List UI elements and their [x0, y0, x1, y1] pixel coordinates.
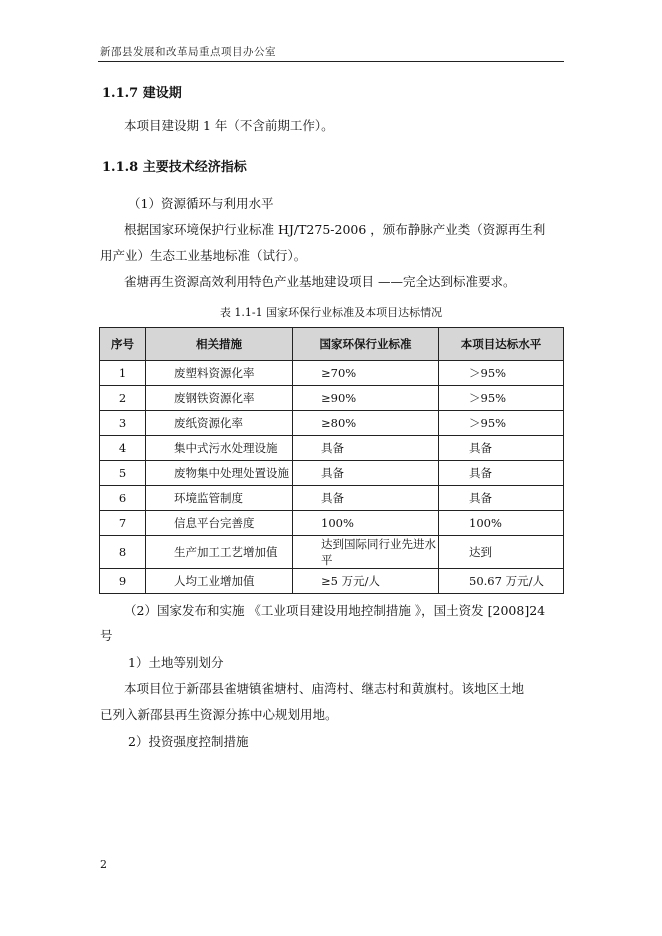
row-national-standard: 达到国际同行业先进水平 [293, 536, 439, 569]
item1-title: （1）资源循环与利用水平 [128, 196, 274, 211]
table-row [100, 569, 564, 594]
header-national-standard: 国家环保行业标准 [293, 328, 439, 361]
item2-line2: 号 [100, 628, 113, 643]
row-project-level: 100% [439, 511, 564, 536]
row-index: 4 [100, 436, 146, 461]
header-index: 序号 [100, 328, 146, 361]
sub1-line2: 已列入新邵县再生资源分拣中心规划用地。 [100, 707, 338, 722]
row-project-level: 50.67 万元/人 [439, 569, 564, 594]
row-national-standard: 具备 [293, 486, 439, 511]
row-project-level: ＞95% [439, 386, 564, 411]
row-index: 3 [100, 411, 146, 436]
sub1-title: 1）土地等别划分 [128, 655, 224, 670]
row-national-standard: ≥80% [293, 411, 439, 436]
header-measure: 相关措施 [146, 328, 293, 361]
row-national-standard: 100% [293, 511, 439, 536]
sub1-line1: 本项目位于新邵县雀塘镇雀塘村、庙湾村、继志村和黄旗村。该地区土地 [124, 681, 525, 696]
row-index: 1 [100, 361, 146, 386]
sub2-title: 2）投资强度控制措施 [128, 734, 249, 749]
para1-line2: 用产业）生态工业基地标准（试行）。 [100, 248, 307, 263]
table-row [100, 486, 564, 511]
table-row [100, 436, 564, 461]
page-header: 新邵县发展和改革局重点项目办公室 [100, 46, 276, 58]
row-measure: 废纸资源化率 [146, 411, 293, 436]
header-project-level: 本项目达标水平 [439, 328, 564, 361]
table-row [100, 411, 564, 436]
table-row [100, 536, 564, 569]
row-index: 7 [100, 511, 146, 536]
table-header-row [100, 328, 564, 361]
row-project-level: ＞95% [439, 411, 564, 436]
row-measure: 环境监管制度 [146, 486, 293, 511]
item2-line1: （2）国家发布和实施 《工业项目建设用地控制措施 》，国土资发 [2008]24 [124, 603, 546, 618]
para1-line1: 根据国家环境保护行业标准 HJ/T275-2006 ，颁布静脉产业类（资源再生利 [124, 222, 546, 237]
row-measure: 人均工业增加值 [146, 569, 293, 594]
row-national-standard: 具备 [293, 436, 439, 461]
row-measure: 生产加工工艺增加值 [146, 536, 293, 569]
row-measure: 废物集中处理处置设施 [146, 461, 293, 486]
row-index: 8 [100, 536, 146, 569]
row-national-standard: ≥70% [293, 361, 439, 386]
row-index: 5 [100, 461, 146, 486]
row-national-standard: ≥90% [293, 386, 439, 411]
row-project-level: ＞95% [439, 361, 564, 386]
table-row [100, 361, 564, 386]
section-heading-1-1-8: 1.1.8 主要技术经济指标 [102, 160, 247, 175]
row-measure: 废塑料资源化率 [146, 361, 293, 386]
header-divider [98, 61, 564, 62]
table-row [100, 511, 564, 536]
row-index: 2 [100, 386, 146, 411]
row-measure: 集中式污水处理设施 [146, 436, 293, 461]
table-row [100, 461, 564, 486]
page-number: 2 [100, 858, 107, 871]
row-measure: 废钢铁资源化率 [146, 386, 293, 411]
standards-table [99, 327, 564, 594]
section-heading-1-1-7: 1.1.7 建设期 [102, 86, 182, 101]
para2: 雀塘再生资源高效利用特色产业基地建设项目 ——完全达到标准要求。 [124, 274, 516, 289]
row-project-level: 达到 [439, 536, 564, 569]
row-index: 6 [100, 486, 146, 511]
row-national-standard: 具备 [293, 461, 439, 486]
row-project-level: 具备 [439, 486, 564, 511]
table-row [100, 386, 564, 411]
row-index: 9 [100, 569, 146, 594]
row-project-level: 具备 [439, 461, 564, 486]
row-national-standard: ≥5 万元/人 [293, 569, 439, 594]
construction-period-text: 本项目建设期 1 年（不含前期工作）。 [124, 118, 334, 133]
row-project-level: 具备 [439, 436, 564, 461]
row-measure: 信息平台完善度 [146, 511, 293, 536]
table-caption: 表 1.1-1 国家环保行业标准及本项目达标情况 [219, 306, 443, 319]
